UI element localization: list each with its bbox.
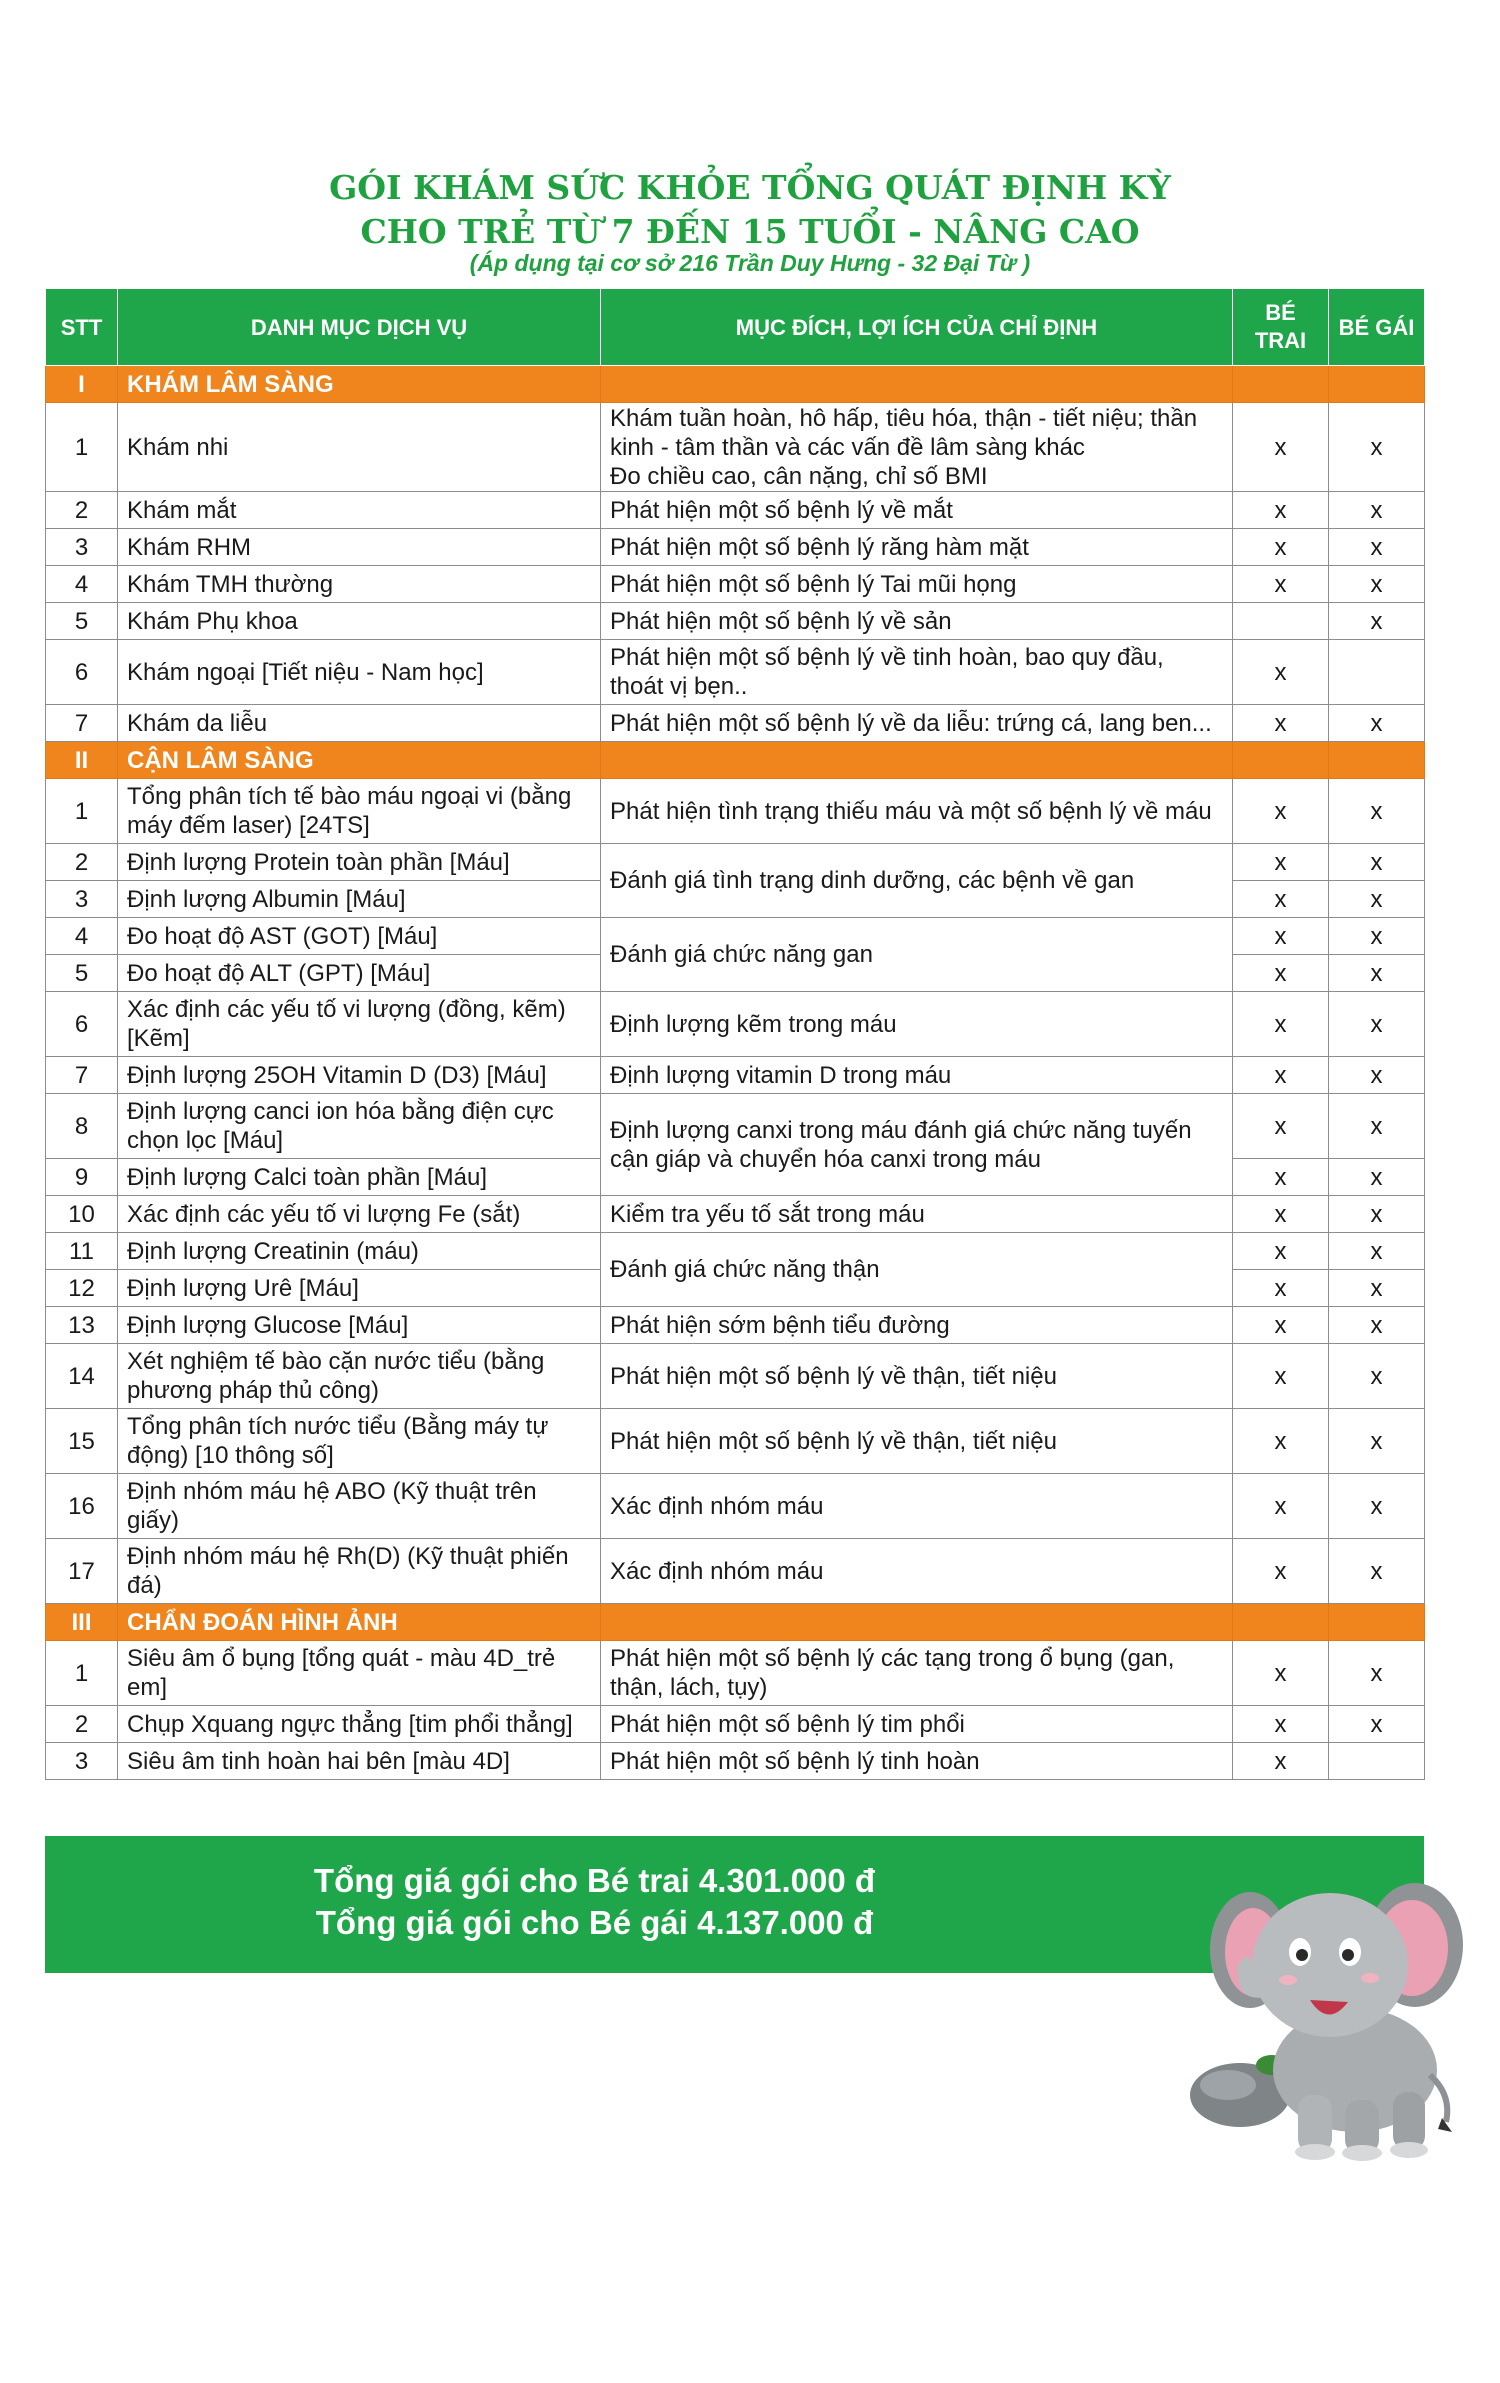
table-row bbox=[46, 1409, 1425, 1474]
row-purpose: Phát hiện một số bệnh lý răng hàm mặt bbox=[601, 529, 1233, 566]
row-purpose: Khám tuần hoàn, hô hấp, tiêu hóa, thận - tiết niệu; thần kinh - tâm thần và các vấn đề lâm sàng khác Đo chiều cao, cân nặng, chỉ số BMI bbox=[601, 403, 1233, 492]
row-stt: 10 bbox=[46, 1196, 118, 1233]
row-service: Siêu âm tinh hoàn hai bên [màu 4D] bbox=[118, 1743, 601, 1780]
boy-mark: x bbox=[1233, 779, 1329, 844]
girl-mark: x bbox=[1329, 1196, 1425, 1233]
section-name: KHÁM LÂM SÀNG bbox=[118, 366, 601, 403]
boy-mark: x bbox=[1233, 529, 1329, 566]
section-row bbox=[46, 366, 1425, 403]
boy-mark: x bbox=[1233, 1409, 1329, 1474]
row-service: Định nhóm máu hệ Rh(D) (Kỹ thuật phiến đá) bbox=[118, 1539, 601, 1604]
row-stt: 4 bbox=[46, 918, 118, 955]
table-row bbox=[46, 1094, 1425, 1159]
boy-mark: x bbox=[1233, 640, 1329, 705]
table-row bbox=[46, 1344, 1425, 1409]
boy-mark: x bbox=[1233, 881, 1329, 918]
row-stt: 4 bbox=[46, 566, 118, 603]
table-row bbox=[46, 566, 1425, 603]
table-row bbox=[46, 492, 1425, 529]
boy-mark: x bbox=[1233, 1233, 1329, 1270]
girl-mark: x bbox=[1329, 1057, 1425, 1094]
row-service: Định lượng Protein toàn phần [Máu] bbox=[118, 844, 601, 881]
boy-mark: x bbox=[1233, 1344, 1329, 1409]
row-stt: 12 bbox=[46, 1270, 118, 1307]
row-stt: 11 bbox=[46, 1233, 118, 1270]
row-service: Định lượng Glucose [Máu] bbox=[118, 1307, 601, 1344]
row-purpose: Phát hiện một số bệnh lý về tinh hoàn, bao quy đầu, thoát vị bẹn.. bbox=[601, 640, 1233, 705]
girl-mark bbox=[1329, 1743, 1425, 1780]
girl-mark: x bbox=[1329, 1539, 1425, 1604]
header-girl: BÉ GÁI bbox=[1329, 289, 1425, 366]
section-number: III bbox=[46, 1604, 118, 1641]
row-purpose: Kiểm tra yếu tố sắt trong máu bbox=[601, 1196, 1233, 1233]
row-service: Định lượng Urê [Máu] bbox=[118, 1270, 601, 1307]
table-row bbox=[46, 1743, 1425, 1780]
boy-mark: x bbox=[1233, 1196, 1329, 1233]
row-stt: 17 bbox=[46, 1539, 118, 1604]
boy-mark: x bbox=[1233, 1094, 1329, 1159]
row-purpose: Đánh giá tình trạng dinh dưỡng, các bệnh về gan bbox=[601, 844, 1233, 918]
row-purpose: Đánh giá chức năng thận bbox=[601, 1233, 1233, 1307]
boy-mark: x bbox=[1233, 955, 1329, 992]
row-stt: 15 bbox=[46, 1409, 118, 1474]
row-service: Định nhóm máu hệ ABO (Kỹ thuật trên giấy) bbox=[118, 1474, 601, 1539]
girl-mark: x bbox=[1329, 403, 1425, 492]
boy-mark: x bbox=[1233, 566, 1329, 603]
row-service: Định lượng Albumin [Máu] bbox=[118, 881, 601, 918]
row-service: Định lượng 25OH Vitamin D (D3) [Máu] bbox=[118, 1057, 601, 1094]
row-stt: 3 bbox=[46, 881, 118, 918]
girl-mark: x bbox=[1329, 992, 1425, 1057]
total-boy-price: Tổng giá gói cho Bé trai 4.301.000 đ bbox=[313, 1862, 876, 1899]
total-girl-price: Tổng giá gói cho Bé gái 4.137.000 đ bbox=[315, 1904, 874, 1941]
row-service: Khám mắt bbox=[118, 492, 601, 529]
row-service: Khám TMH thường bbox=[118, 566, 601, 603]
row-purpose: Phát hiện một số bệnh lý tinh hoàn bbox=[601, 1743, 1233, 1780]
table-row bbox=[46, 1641, 1425, 1706]
boy-mark: x bbox=[1233, 492, 1329, 529]
row-service: Định lượng Creatinin (máu) bbox=[118, 1233, 601, 1270]
row-purpose: Xác định nhóm máu bbox=[601, 1539, 1233, 1604]
row-stt: 2 bbox=[46, 1706, 118, 1743]
row-purpose: Phát hiện một số bệnh lý tim phổi bbox=[601, 1706, 1233, 1743]
row-purpose: Phát hiện sớm bệnh tiểu đường bbox=[601, 1307, 1233, 1344]
girl-mark: x bbox=[1329, 492, 1425, 529]
row-stt: 3 bbox=[46, 529, 118, 566]
row-purpose: Phát hiện tình trạng thiếu máu và một số bệnh lý về máu bbox=[601, 779, 1233, 844]
boy-mark: x bbox=[1233, 1159, 1329, 1196]
table-row bbox=[46, 705, 1425, 742]
row-service: Tổng phân tích nước tiểu (Bằng máy tự động) [10 thông số] bbox=[118, 1409, 601, 1474]
table-row bbox=[46, 1706, 1425, 1743]
row-stt: 2 bbox=[46, 492, 118, 529]
table-row bbox=[46, 403, 1425, 492]
boy-mark: x bbox=[1233, 1307, 1329, 1344]
boy-mark: x bbox=[1233, 918, 1329, 955]
row-service: Xác định các yếu tố vi lượng (đồng, kẽm) [Kẽm] bbox=[118, 992, 601, 1057]
table-row bbox=[46, 779, 1425, 844]
row-stt: 7 bbox=[46, 1057, 118, 1094]
girl-mark: x bbox=[1329, 779, 1425, 844]
row-stt: 14 bbox=[46, 1344, 118, 1409]
row-service: Định lượng canci ion hóa bằng điện cực chọn lọc [Máu] bbox=[118, 1094, 601, 1159]
row-purpose: Đánh giá chức năng gan bbox=[601, 918, 1233, 992]
boy-mark: x bbox=[1233, 1743, 1329, 1780]
page-subtitle: (Áp dụng tại cơ sở 216 Trần Duy Hưng - 32 Đại Từ ) bbox=[469, 250, 1031, 276]
boy-mark bbox=[1233, 603, 1329, 640]
section-name: CHẨN ĐOÁN HÌNH ẢNH bbox=[118, 1604, 601, 1641]
row-stt: 6 bbox=[46, 992, 118, 1057]
row-stt: 6 bbox=[46, 640, 118, 705]
row-service: Đo hoạt độ ALT (GPT) [Máu] bbox=[118, 955, 601, 992]
row-service: Chụp Xquang ngực thẳng [tim phổi thẳng] bbox=[118, 1706, 601, 1743]
row-service: Khám RHM bbox=[118, 529, 601, 566]
row-stt: 9 bbox=[46, 1159, 118, 1196]
row-purpose: Phát hiện một số bệnh lý về da liễu: trứng cá, lang ben... bbox=[601, 705, 1233, 742]
table-row bbox=[46, 603, 1425, 640]
elephant-mascot-icon bbox=[1180, 1860, 1480, 2200]
girl-mark: x bbox=[1329, 1094, 1425, 1159]
row-service: Đo hoạt độ AST (GOT) [Máu] bbox=[118, 918, 601, 955]
boy-mark: x bbox=[1233, 1539, 1329, 1604]
row-purpose: Định lượng vitamin D trong máu bbox=[601, 1057, 1233, 1094]
section-row bbox=[46, 742, 1425, 779]
boy-mark: x bbox=[1233, 992, 1329, 1057]
girl-mark: x bbox=[1329, 529, 1425, 566]
girl-mark: x bbox=[1329, 1307, 1425, 1344]
girl-mark: x bbox=[1329, 566, 1425, 603]
girl-mark: x bbox=[1329, 1159, 1425, 1196]
section-number: I bbox=[46, 366, 118, 403]
boy-mark: x bbox=[1233, 1270, 1329, 1307]
row-purpose: Định lượng canxi trong máu đánh giá chức năng tuyến cận giáp và chuyển hóa canxi trong máu bbox=[601, 1094, 1233, 1196]
row-stt: 1 bbox=[46, 779, 118, 844]
row-stt: 1 bbox=[46, 403, 118, 492]
boy-mark: x bbox=[1233, 705, 1329, 742]
girl-mark: x bbox=[1329, 603, 1425, 640]
girl-mark: x bbox=[1329, 955, 1425, 992]
page-title-line2: CHO TRẺ TỪ 7 ĐẾN 15 TUỔI - NÂNG CAO bbox=[360, 212, 1140, 251]
table-row bbox=[46, 1196, 1425, 1233]
girl-mark: x bbox=[1329, 1233, 1425, 1270]
girl-mark: x bbox=[1329, 1641, 1425, 1706]
header-stt: STT bbox=[46, 289, 118, 366]
page-title-line1: GÓI KHÁM SỨC KHỎE TỔNG QUÁT ĐỊNH KỲ bbox=[329, 168, 1171, 207]
girl-mark: x bbox=[1329, 705, 1425, 742]
table-row bbox=[46, 1233, 1425, 1270]
girl-mark: x bbox=[1329, 1409, 1425, 1474]
row-service: Khám Phụ khoa bbox=[118, 603, 601, 640]
table-row bbox=[46, 992, 1425, 1057]
boy-mark: x bbox=[1233, 1474, 1329, 1539]
section-name: CẬN LÂM SÀNG bbox=[118, 742, 601, 779]
row-service: Tổng phân tích tế bào máu ngoại vi (bằng máy đếm laser) [24TS] bbox=[118, 779, 601, 844]
row-service: Siêu âm ổ bụng [tổng quát - màu 4D_trẻ em] bbox=[118, 1641, 601, 1706]
boy-mark: x bbox=[1233, 403, 1329, 492]
girl-mark: x bbox=[1329, 918, 1425, 955]
row-purpose: Định lượng kẽm trong máu bbox=[601, 992, 1233, 1057]
section-row bbox=[46, 1604, 1425, 1641]
table-row bbox=[46, 1539, 1425, 1604]
girl-mark bbox=[1329, 640, 1425, 705]
row-service: Khám nhi bbox=[118, 403, 601, 492]
table-row bbox=[46, 640, 1425, 705]
girl-mark: x bbox=[1329, 1344, 1425, 1409]
row-purpose: Phát hiện một số bệnh lý Tai mũi họng bbox=[601, 566, 1233, 603]
girl-mark: x bbox=[1329, 844, 1425, 881]
row-purpose: Phát hiện một số bệnh lý về sản bbox=[601, 603, 1233, 640]
row-stt: 16 bbox=[46, 1474, 118, 1539]
table-row bbox=[46, 1057, 1425, 1094]
table-row bbox=[46, 844, 1425, 881]
header-purpose: MỤC ĐÍCH, LỢI ÍCH CỦA CHỈ ĐỊNH bbox=[601, 289, 1233, 366]
row-stt: 5 bbox=[46, 603, 118, 640]
row-purpose: Phát hiện một số bệnh lý về mắt bbox=[601, 492, 1233, 529]
row-service: Khám ngoại [Tiết niệu - Nam học] bbox=[118, 640, 601, 705]
row-stt: 5 bbox=[46, 955, 118, 992]
section-number: II bbox=[46, 742, 118, 779]
row-service: Xét nghiệm tế bào cặn nước tiểu (bằng phương pháp thủ công) bbox=[118, 1344, 601, 1409]
header-service: DANH MỤC DỊCH VỤ bbox=[118, 289, 601, 366]
row-purpose: Xác định nhóm máu bbox=[601, 1474, 1233, 1539]
girl-mark: x bbox=[1329, 881, 1425, 918]
row-stt: 3 bbox=[46, 1743, 118, 1780]
row-purpose: Phát hiện một số bệnh lý về thận, tiết niệu bbox=[601, 1344, 1233, 1409]
row-stt: 7 bbox=[46, 705, 118, 742]
row-stt: 13 bbox=[46, 1307, 118, 1344]
row-stt: 8 bbox=[46, 1094, 118, 1159]
table-row bbox=[46, 529, 1425, 566]
row-service: Định lượng Calci toàn phần [Máu] bbox=[118, 1159, 601, 1196]
row-purpose: Phát hiện một số bệnh lý các tạng trong ổ bụng (gan, thận, lách, tụy) bbox=[601, 1641, 1233, 1706]
table-row bbox=[46, 1474, 1425, 1539]
girl-mark: x bbox=[1329, 1706, 1425, 1743]
boy-mark: x bbox=[1233, 844, 1329, 881]
boy-mark: x bbox=[1233, 1706, 1329, 1743]
services-table bbox=[45, 288, 1425, 1780]
row-service: Xác định các yếu tố vi lượng Fe (sắt) bbox=[118, 1196, 601, 1233]
table-row bbox=[46, 918, 1425, 955]
row-purpose: Phát hiện một số bệnh lý về thận, tiết niệu bbox=[601, 1409, 1233, 1474]
row-stt: 1 bbox=[46, 1641, 118, 1706]
table-header bbox=[46, 289, 1425, 366]
girl-mark: x bbox=[1329, 1474, 1425, 1539]
header-boy: BÉ TRAI bbox=[1233, 289, 1329, 366]
girl-mark: x bbox=[1329, 1270, 1425, 1307]
row-service: Khám da liễu bbox=[118, 705, 601, 742]
row-stt: 2 bbox=[46, 844, 118, 881]
boy-mark: x bbox=[1233, 1057, 1329, 1094]
table-row bbox=[46, 1307, 1425, 1344]
boy-mark: x bbox=[1233, 1641, 1329, 1706]
